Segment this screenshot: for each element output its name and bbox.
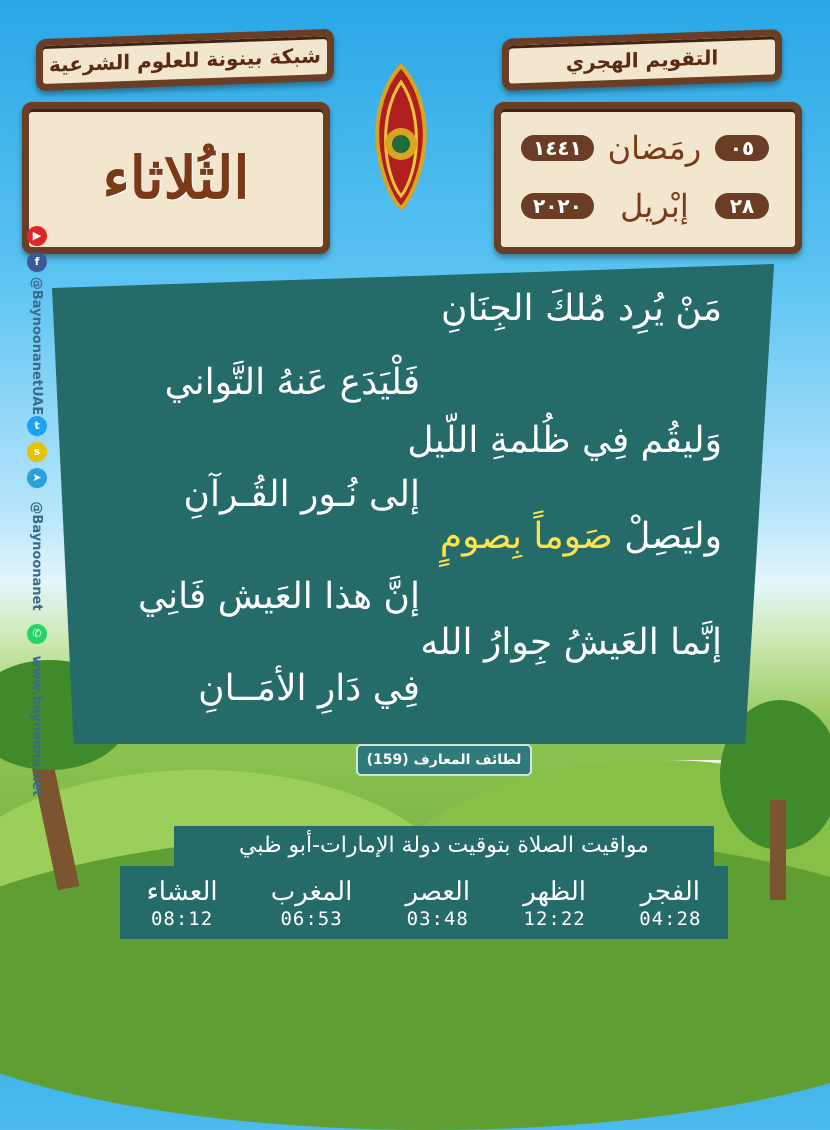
network-name: شبكة بينونة للعلوم الشرعية bbox=[49, 43, 321, 77]
prayer-isha bbox=[147, 876, 218, 930]
hijri-day: ٠٥ bbox=[715, 135, 769, 161]
verse-right-1: مَنْ يُرِد مُلكَ الجِنَانِ bbox=[441, 288, 722, 329]
gregorian-day: ٢٨ bbox=[715, 193, 769, 219]
prayer-name: العصر bbox=[405, 876, 471, 907]
hijri-date-row bbox=[521, 129, 769, 167]
prayer-name: المغرب bbox=[270, 876, 353, 907]
network-name-sign bbox=[36, 29, 334, 91]
prayer-name: العشاء bbox=[146, 876, 218, 907]
social-handle-bottom[interactable]: @Baynoonanet bbox=[29, 501, 44, 611]
prayer-time: 12:22 bbox=[523, 907, 586, 930]
prayer-time: 06:53 bbox=[280, 907, 343, 930]
verse-right-4: إنَّما العَيشُ جِوارُ الله bbox=[420, 622, 722, 663]
verse-right-2: وَليقُم فِي ظُلمةِ اللّيل bbox=[407, 420, 722, 461]
whatsapp-icon[interactable]: ✆ bbox=[27, 624, 47, 644]
verse-right-3-part-a: وليَصِلْ bbox=[612, 516, 722, 557]
telegram-icon[interactable]: ➤ bbox=[27, 468, 47, 488]
prayer-times-title: مواقيت الصلاة بتوقيت دولة الإمارات-أبو ظبي bbox=[174, 826, 714, 866]
day-sign bbox=[22, 102, 330, 254]
verse-left-3: إنَّ هذا العَيش فَانِي bbox=[138, 576, 420, 617]
prayer-dhuhr bbox=[523, 876, 586, 930]
website-link[interactable]: www.baynoona.net bbox=[29, 655, 44, 797]
prayer-time: 08:12 bbox=[150, 907, 214, 930]
verse-left-4: فِي دَارِ الأمَــانِ bbox=[198, 668, 420, 709]
logo-emblem-icon bbox=[368, 62, 434, 210]
prayer-times-row bbox=[120, 866, 728, 939]
twitter-icon[interactable]: t bbox=[27, 416, 47, 436]
gregorian-month: إبْريل bbox=[620, 187, 689, 225]
prayer-time: 04:28 bbox=[639, 907, 702, 930]
calendar-title-sign bbox=[502, 29, 782, 91]
gregorian-year: ٢٠٢٠ bbox=[521, 193, 594, 219]
hijri-year: ١٤٤١ bbox=[521, 135, 594, 161]
prayer-name: الظهر bbox=[523, 876, 587, 907]
prayer-time: 03:48 bbox=[406, 907, 469, 930]
verse-right-3-highlight: صَوماً بِصومٍ bbox=[439, 516, 613, 557]
verse-left-2: إلى نُـور القُـرآنِ bbox=[183, 474, 420, 515]
social-bar bbox=[26, 226, 48, 806]
facebook-icon[interactable]: f bbox=[27, 252, 47, 272]
hijri-month: رمَضان bbox=[607, 129, 702, 167]
social-handle-top[interactable]: @BaynoonanetUAE bbox=[29, 276, 44, 416]
source-label: لطائف المعارف (159) bbox=[356, 744, 532, 776]
verse-left-1: فَلْيَدَع عَنهُ التَّواني bbox=[164, 362, 420, 403]
verse-right-3 bbox=[440, 516, 722, 557]
snapchat-icon[interactable]: s bbox=[27, 442, 47, 462]
prayer-name: الفجر bbox=[640, 876, 700, 907]
day-name: الثُلاثاء bbox=[102, 144, 250, 212]
gregorian-date-row bbox=[521, 187, 769, 225]
prayer-fajr bbox=[639, 876, 701, 930]
date-sign bbox=[494, 102, 802, 254]
prayer-maghrib bbox=[271, 876, 353, 930]
calendar-title: التقويم الهجري bbox=[565, 45, 719, 75]
youtube-icon[interactable]: ▶ bbox=[27, 226, 47, 246]
prayer-asr bbox=[405, 876, 470, 930]
